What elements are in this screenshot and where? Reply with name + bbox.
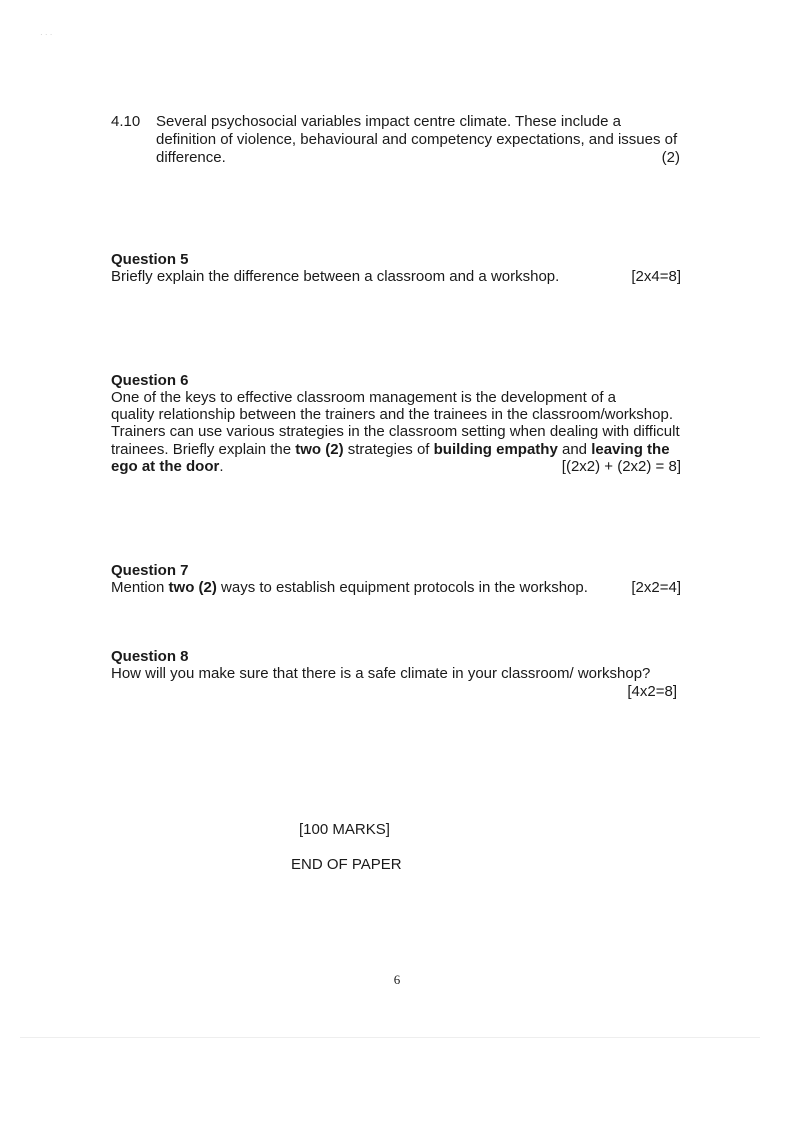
q6-line4-c: strategies of bbox=[343, 441, 434, 458]
question-4-10-marks: (2) bbox=[661, 149, 680, 166]
question-number: 4.10 bbox=[111, 113, 141, 130]
scan-edge-line bbox=[20, 1037, 760, 1038]
question-6-line-4 bbox=[111, 441, 681, 459]
question-5-row bbox=[111, 268, 681, 286]
q7-text-b: two (2) bbox=[168, 579, 217, 596]
q6-line4-f: leaving the bbox=[591, 441, 670, 458]
scan-artifact: · · · bbox=[40, 30, 53, 39]
question-8-heading: Question 8 bbox=[111, 648, 189, 665]
question-6-line-3: Trainers can use various strategies in the classroom setting when dealing with difficult bbox=[111, 423, 680, 440]
q6-line5-b: . bbox=[219, 458, 224, 475]
q6-line4-e: and bbox=[557, 441, 592, 458]
question-5-heading: Question 5 bbox=[111, 251, 189, 268]
question-7-text bbox=[111, 579, 588, 597]
question-6-line-5 bbox=[111, 458, 224, 476]
question-8-marks: [4x2=8] bbox=[627, 683, 677, 700]
q7-text-a: Mention bbox=[111, 579, 169, 596]
question-5-marks: [2x4=8] bbox=[631, 268, 681, 285]
question-6-heading: Question 6 bbox=[111, 372, 189, 389]
question-8-text: How will you make sure that there is a safe climate in your classroom/ workshop? bbox=[111, 665, 651, 682]
q6-line4-d: building empathy bbox=[433, 441, 558, 458]
question-6-last-row bbox=[111, 458, 681, 476]
total-marks: [100 MARKS] bbox=[299, 821, 390, 838]
q6-line4-a: trainees. Briefly explain the bbox=[111, 441, 296, 458]
question-6-line-1: One of the keys to effective classroom management is the development of a bbox=[111, 389, 616, 406]
question-6-marks: [(2x2) + (2x2) = 8] bbox=[561, 458, 681, 475]
end-of-paper: END OF PAPER bbox=[291, 856, 402, 873]
q7-text-c: ways to establish equipment protocols in the workshop. bbox=[216, 579, 588, 596]
page-number: 6 bbox=[393, 972, 401, 987]
q6-line5-a: ego at the door bbox=[111, 458, 220, 475]
question-5-text: Briefly explain the difference between a classroom and a workshop. bbox=[111, 268, 560, 285]
question-7-marks: [2x2=4] bbox=[631, 579, 681, 596]
q6-line4-b: two (2) bbox=[295, 441, 344, 458]
question-7-heading: Question 7 bbox=[111, 562, 189, 579]
question-6-line-2: quality relationship between the trainers and the trainees in the classroom/workshop. bbox=[111, 406, 673, 423]
question-4-10-body: Several psychosocial variables impact centre climate. These include a definition of violence, behavioural and competency expectations, and issues of difference. bbox=[156, 113, 678, 166]
question-7-row bbox=[111, 579, 681, 597]
question-4-10-text bbox=[156, 113, 680, 167]
